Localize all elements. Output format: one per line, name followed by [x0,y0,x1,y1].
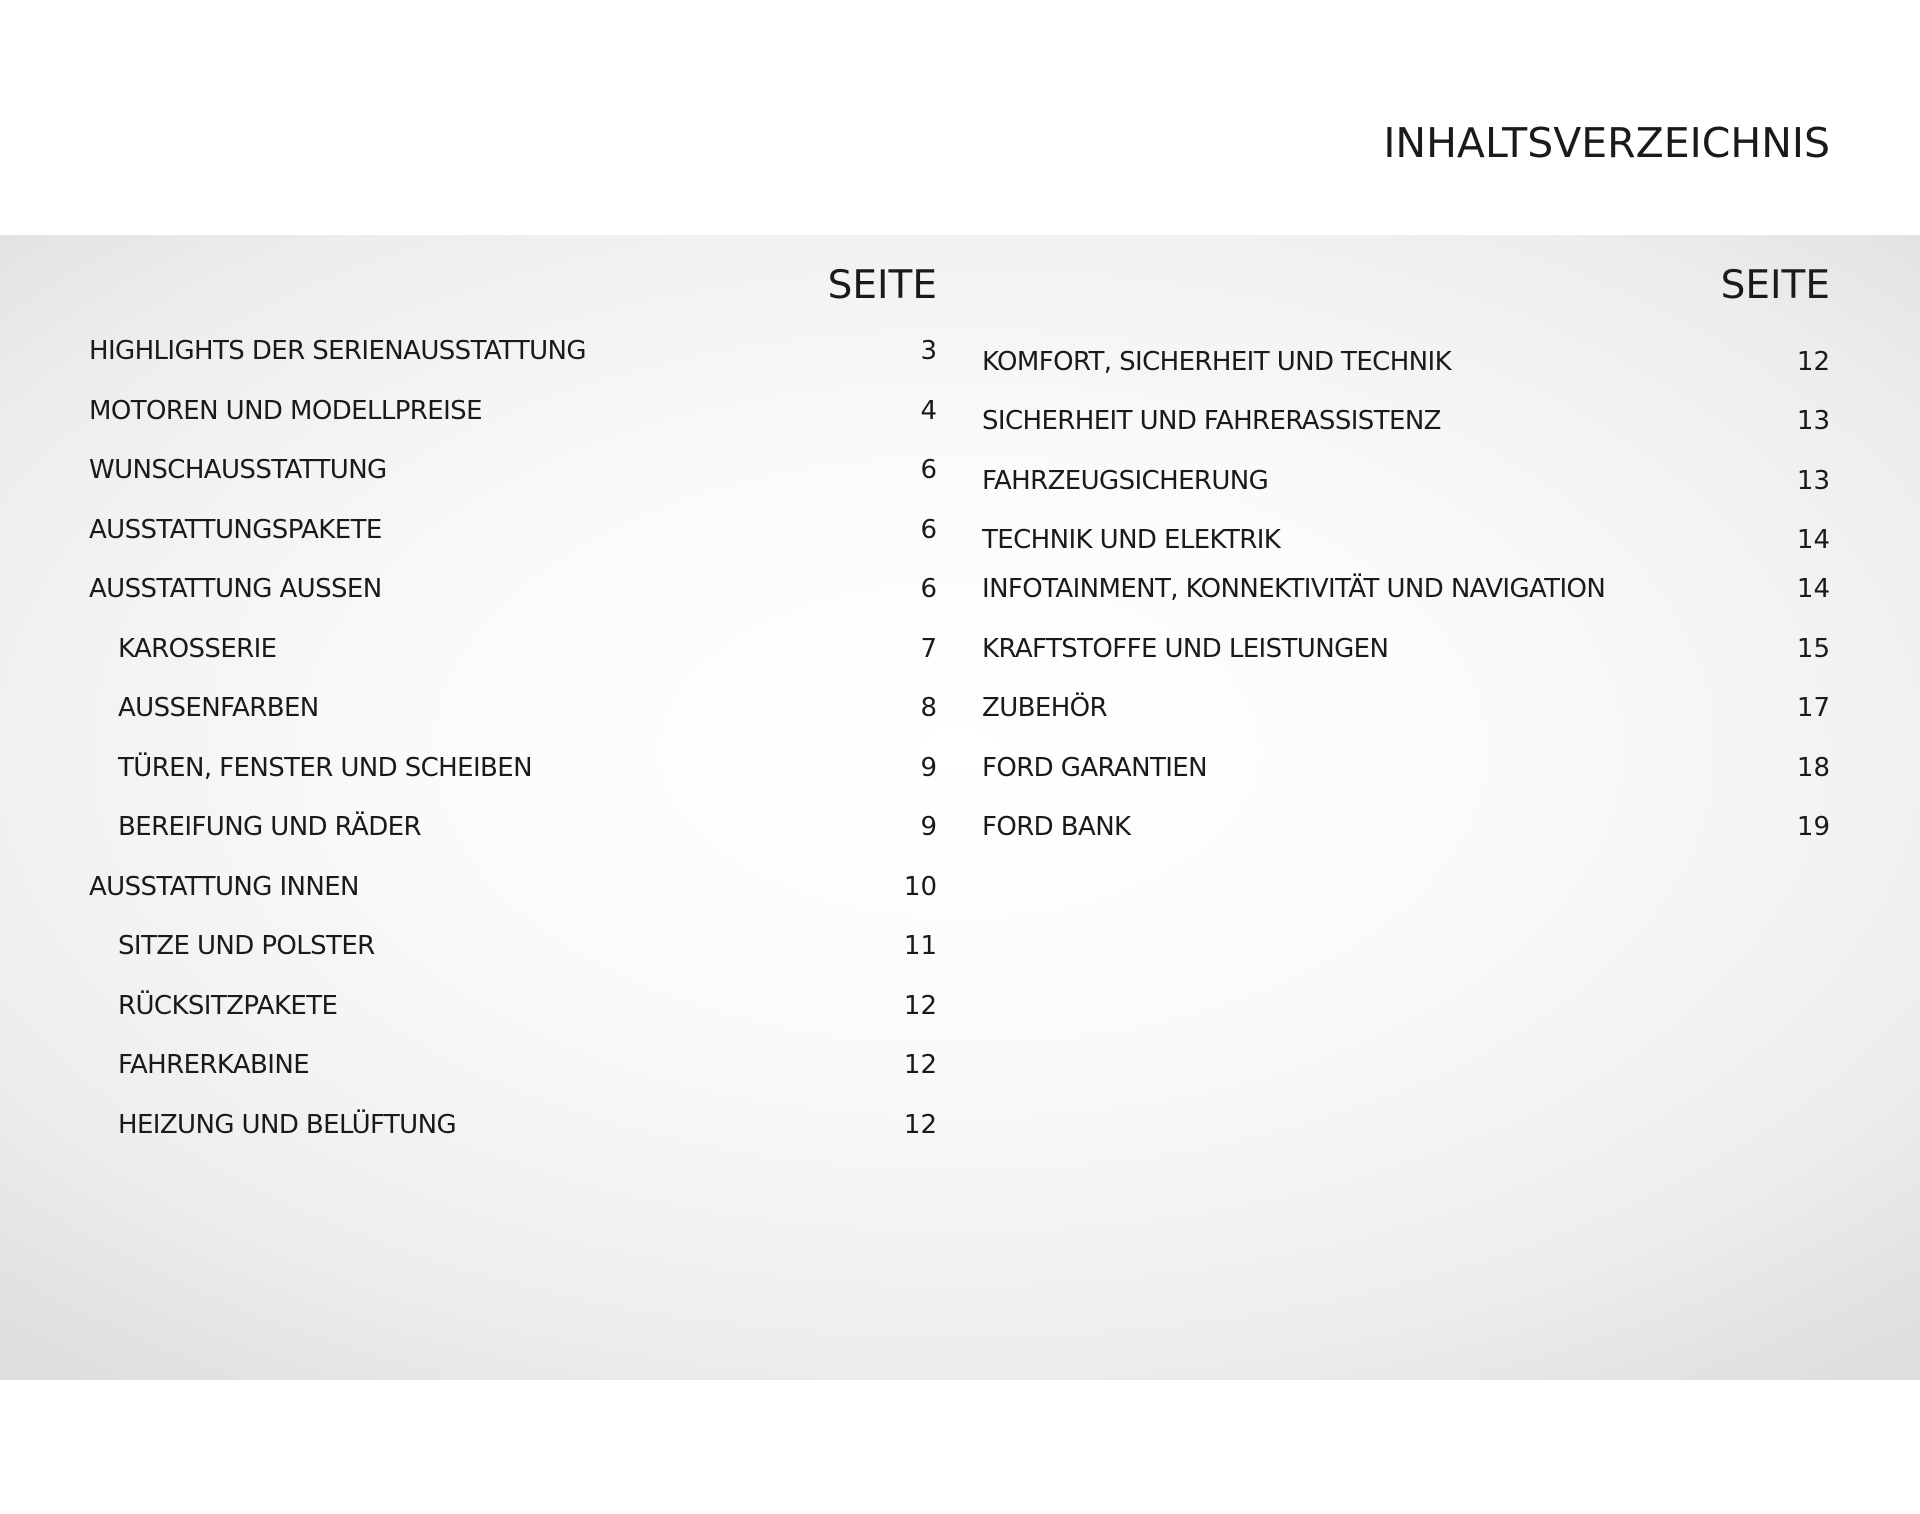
toc-entry-label: BEREIFUNG UND RÄDER [118,812,421,842]
toc-entry-page: 14 [1796,574,1830,604]
column-header-seite: SEITE [1720,263,1830,308]
page-title: INHALTSVERZEICHNIS [1383,119,1830,167]
toc-entry-label: HIGHLIGHTS DER SERIENAUSSTATTUNG [89,336,586,366]
toc-entry-page: 6 [920,455,937,485]
toc-entry [89,632,937,666]
toc-entry-label: KRAFTSTOFFE UND LEISTUNGEN [982,634,1389,664]
toc-entry [89,870,937,904]
toc-entry [89,334,937,368]
toc-entry-page: 15 [1796,634,1830,664]
toc-entry-label: ZUBEHÖR [982,693,1107,723]
toc-entry-label: RÜCKSITZPAKETE [118,991,338,1021]
toc-entry-page: 12 [1796,347,1830,377]
column-header-seite: SEITE [827,263,937,308]
toc-entry-label: AUSSTATTUNG INNEN [89,872,359,902]
toc-entry [89,810,937,844]
toc-entry [89,929,937,963]
toc-entry-page: 4 [920,396,937,426]
toc-entry-page: 6 [920,515,937,545]
toc-entry-label: INFOTAINMENT, KONNEKTIVITÄT UND NAVIGATION [982,574,1606,604]
toc-entry-label: FAHRZEUGSICHERUNG [982,466,1269,496]
toc-entry-page: 12 [903,1050,937,1080]
toc-entry-label: KAROSSERIE [118,634,277,664]
toc-entry [89,989,937,1023]
toc-entry-page: 12 [903,1110,937,1140]
toc-entry [982,632,1830,666]
toc-entry-label: TÜREN, FENSTER UND SCHEIBEN [118,753,532,783]
toc-entry [982,404,1830,438]
toc-entry-label: AUSSENFARBEN [118,693,319,723]
toc-entry-label: AUSSTATTUNG AUSSEN [89,574,382,604]
toc-entry-label: MOTOREN UND MODELLPREISE [89,396,482,426]
toc-entry-page: 7 [920,634,937,664]
toc-entry-page: 19 [1796,812,1830,842]
toc-entry-label: KOMFORT, SICHERHEIT UND TECHNIK [982,347,1452,377]
toc-entry-label: FORD GARANTIEN [982,753,1207,783]
toc-entry-page: 10 [903,872,937,902]
toc-entry-page: 13 [1796,406,1830,436]
toc-entry [89,1048,937,1082]
toc-entry-page: 9 [920,812,937,842]
toc-entry-label: FAHRERKABINE [118,1050,310,1080]
toc-entry [89,1108,937,1142]
toc-entry-label: WUNSCHAUSSTATTUNG [89,455,387,485]
toc-entry-page: 8 [920,693,937,723]
toc-entry-page: 14 [1796,525,1830,555]
toc-entry [89,453,937,487]
toc-entry-page: 3 [920,336,937,366]
toc-entry-page: 11 [903,931,937,961]
toc-entry-label: TECHNIK UND ELEKTRIK [982,525,1281,555]
toc-entry-label: FORD BANK [982,812,1131,842]
toc-entry-label: AUSSTATTUNGSPAKETE [89,515,382,545]
toc-entry [89,513,937,547]
toc-entry [982,523,1830,557]
toc-entry [982,751,1830,785]
toc-entry [89,691,937,725]
toc-entry [89,572,937,606]
toc-entry-page: 17 [1796,693,1830,723]
toc-panel [0,235,1920,1380]
toc-entry [982,464,1830,498]
toc-entry [982,345,1830,379]
toc-entry-page: 13 [1796,466,1830,496]
toc-entry [89,394,937,428]
toc-entry-label: SICHERHEIT UND FAHRERASSISTENZ [982,406,1441,436]
toc-entry [982,572,1830,606]
toc-entry-page: 9 [920,753,937,783]
toc-entry-page: 12 [903,991,937,1021]
toc-entry-label: SITZE UND POLSTER [118,931,375,961]
toc-entry-page: 6 [920,574,937,604]
toc-entry-label: HEIZUNG UND BELÜFTUNG [118,1110,457,1140]
toc-entry-page: 18 [1796,753,1830,783]
toc-entry [89,751,937,785]
toc-entry [982,691,1830,725]
toc-entry [982,810,1830,844]
